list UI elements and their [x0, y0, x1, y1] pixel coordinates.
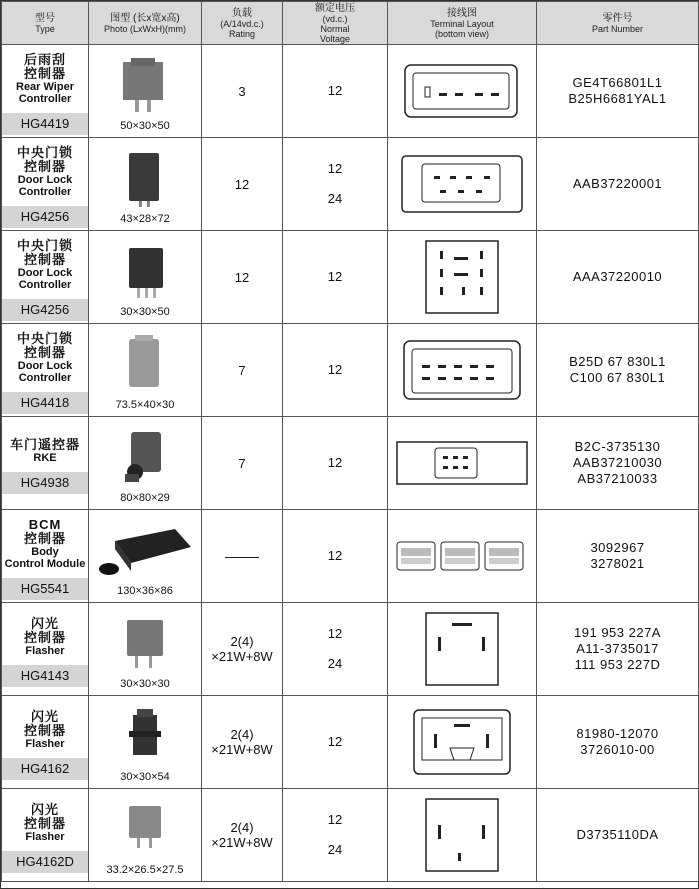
type-cell [2, 45, 89, 138]
voltage-value: 12 [327, 626, 343, 641]
header-voltage: 额定电压 (vd.c.) Normal Voltage [283, 2, 388, 45]
rating-value: 12 [234, 176, 250, 192]
photo-cell [89, 510, 202, 603]
terminal-layout-diagram [388, 152, 536, 216]
model-number: HG4419 [2, 113, 88, 135]
product-row [2, 696, 699, 789]
part-number: B25H6681YAL1 [568, 91, 667, 106]
part-number-cell [537, 510, 699, 603]
rating-value: 7 [238, 455, 246, 471]
product-photo [89, 521, 201, 583]
terminal-layout-diagram [388, 704, 536, 780]
terminal-layout-diagram [388, 534, 536, 578]
rating-cell [202, 510, 283, 603]
product-name-cn: 车门遥控器 [9, 437, 80, 452]
photo-cell [89, 231, 202, 324]
product-name-en: RKE [33, 452, 57, 464]
terminal-cell [388, 138, 537, 231]
photo-cell [89, 696, 202, 789]
voltage-value: 12 [327, 734, 343, 749]
product-name-cn: 后雨刮 [23, 52, 66, 67]
terminal-cell [388, 231, 537, 324]
voltage-cell [283, 603, 388, 696]
product-name-en: Flasher [25, 738, 65, 750]
product-name-en: Control Module [4, 558, 86, 570]
dimensions: 30×30×30 [120, 678, 170, 690]
product-photo [89, 335, 201, 397]
model-number: HG4938 [2, 472, 88, 494]
rating-cell [202, 696, 283, 789]
terminal-cell [388, 603, 537, 696]
part-number-cell [537, 696, 699, 789]
type-cell [2, 231, 89, 324]
header-terminal: 接线图 Terminal Layout (bottom view) [388, 2, 537, 45]
product-photo [89, 149, 201, 211]
product-name-en: Door Lock [17, 360, 73, 372]
product-row [2, 45, 699, 138]
part-number: AB37210033 [577, 471, 658, 486]
product-name-en: Controller [18, 372, 72, 384]
voltage-value: 12 [327, 161, 343, 176]
rating-cell [202, 231, 283, 324]
part-number: B2C-3735130 [574, 439, 661, 454]
product-name-cn: 控制器 [23, 723, 66, 738]
part-number: 3726010-00 [580, 742, 655, 757]
header-rating: 负载 (A/14vd.c.) Rating [202, 2, 283, 45]
terminal-layout-diagram [388, 611, 536, 687]
product-name-cn: 控制器 [23, 345, 66, 360]
terminal-layout-diagram [388, 438, 536, 488]
model-number: HG4256 [2, 299, 88, 321]
photo-cell [89, 603, 202, 696]
rating-cell [202, 789, 283, 882]
part-number-cell [537, 417, 699, 510]
product-name-cn: 中央门锁 [16, 145, 73, 160]
voltage-value: 12 [327, 83, 343, 98]
type-cell [2, 324, 89, 417]
voltage-cell [283, 138, 388, 231]
part-number-cell [537, 324, 699, 417]
photo-cell [89, 324, 202, 417]
dimensions: 30×30×50 [120, 306, 170, 318]
dimensions: 130×36×86 [117, 585, 173, 597]
voltage-cell [283, 45, 388, 138]
part-number: 3092967 [590, 540, 645, 555]
terminal-layout-diagram [388, 337, 536, 403]
terminal-layout-diagram [388, 797, 536, 873]
product-name-cn: 控制器 [23, 531, 66, 546]
model-number: HG4162D [2, 851, 88, 873]
header-row [2, 2, 699, 45]
terminal-cell [388, 696, 537, 789]
part-number: 3278021 [590, 556, 645, 571]
rating-value: 3 [238, 83, 246, 99]
voltage-value: 24 [327, 842, 343, 857]
terminal-cell [388, 789, 537, 882]
model-number: HG4143 [2, 665, 88, 687]
voltage-cell [283, 789, 388, 882]
product-name-en: Body [31, 546, 59, 558]
part-number-cell [537, 789, 699, 882]
terminal-cell [388, 417, 537, 510]
voltage-value: 12 [327, 455, 343, 470]
terminal-cell [388, 45, 537, 138]
voltage-value: 12 [327, 548, 343, 563]
voltage-cell [283, 231, 388, 324]
photo-cell [89, 417, 202, 510]
product-photo [89, 707, 201, 769]
part-number: GE4T66801L1 [572, 75, 663, 90]
part-number: B25D 67 830L1 [569, 354, 666, 369]
rating-value: 2(4) ×21W+8W [211, 820, 273, 850]
product-name-en: Rear Wiper [16, 81, 74, 93]
type-cell [2, 510, 89, 603]
product-photo [89, 614, 201, 676]
part-number: 191 953 227A [574, 625, 661, 640]
product-row [2, 789, 699, 882]
type-cell [2, 138, 89, 231]
rating-cell [202, 417, 283, 510]
part-number-cell [537, 231, 699, 324]
part-number: C100 67 830L1 [569, 370, 666, 385]
rating-cell [202, 45, 283, 138]
product-name-cn: 控制器 [23, 66, 66, 81]
product-name-en: Controller [18, 93, 72, 105]
dimensions: 80×80×29 [120, 492, 170, 504]
type-cell [2, 603, 89, 696]
header-photo: 图型 (长x宽x高) Photo (LxWxH)(mm) [89, 2, 202, 45]
product-name-en: Controller [18, 186, 72, 198]
product-name-en: Flasher [25, 645, 65, 657]
rating-cell [202, 324, 283, 417]
type-cell [2, 417, 89, 510]
rating-value: 2(4) ×21W+8W [211, 634, 273, 664]
type-cell [2, 789, 89, 882]
product-row [2, 324, 699, 417]
part-number-cell [537, 603, 699, 696]
product-name-cn: 中央门锁 [16, 331, 73, 346]
terminal-cell [388, 324, 537, 417]
product-photo [89, 800, 201, 862]
part-number: 81980-12070 [576, 726, 659, 741]
model-number: HG5541 [2, 578, 88, 600]
dimensions: 30×30×54 [120, 771, 170, 783]
part-number: AAB37210030 [572, 455, 663, 470]
product-name-cn: 闪光 [30, 616, 59, 631]
voltage-value: 24 [327, 656, 343, 671]
voltage-cell [283, 510, 388, 603]
empty-dash [225, 557, 259, 558]
rating-cell [202, 138, 283, 231]
product-name-cn: 中央门锁 [16, 238, 73, 253]
rating-value: 2(4) ×21W+8W [211, 727, 273, 757]
product-name-cn: 控制器 [23, 159, 66, 174]
model-number: HG4256 [2, 206, 88, 228]
part-number: AAB37220001 [572, 176, 663, 191]
dimensions: 43×28×72 [120, 213, 170, 225]
part-number-cell [537, 45, 699, 138]
terminal-cell [388, 510, 537, 603]
product-name-cn: 控制器 [23, 252, 66, 267]
type-cell [2, 696, 89, 789]
product-photo [89, 428, 201, 490]
dimensions: 33.2×26.5×27.5 [106, 864, 184, 876]
part-number: AAA37220010 [572, 269, 663, 284]
product-name-cn: 闪光 [30, 802, 59, 817]
terminal-layout-diagram [388, 61, 536, 121]
product-row [2, 231, 699, 324]
product-name-en: Door Lock [17, 267, 73, 279]
part-number: 111 953 227D [574, 657, 661, 672]
voltage-value: 12 [327, 269, 343, 284]
rating-cell [202, 603, 283, 696]
part-number-cell [537, 138, 699, 231]
product-row [2, 603, 699, 696]
product-name-en: Flasher [25, 831, 65, 843]
photo-cell [89, 45, 202, 138]
dimensions: 50×30×50 [120, 120, 170, 132]
product-row [2, 138, 699, 231]
header-type: 型号 Type [2, 2, 89, 45]
voltage-cell [283, 696, 388, 789]
product-row [2, 510, 699, 603]
product-name-en: Door Lock [17, 174, 73, 186]
photo-cell [89, 138, 202, 231]
dimensions: 73.5×40×30 [115, 399, 175, 411]
product-row [2, 417, 699, 510]
model-number: HG4162 [2, 758, 88, 780]
product-name-en: Controller [18, 279, 72, 291]
header-part-number: 零件号 Part Number [537, 2, 699, 45]
photo-cell [89, 789, 202, 882]
rating-value: 7 [238, 362, 246, 378]
rating-value: 12 [234, 269, 250, 285]
terminal-layout-diagram [388, 239, 536, 315]
product-name-cn: BCM [28, 517, 62, 532]
voltage-value: 24 [327, 191, 343, 206]
voltage-value: 12 [327, 362, 343, 377]
voltage-cell [283, 417, 388, 510]
product-name-cn: 闪光 [30, 709, 59, 724]
part-number: D3735110DA [576, 827, 659, 842]
voltage-cell [283, 324, 388, 417]
product-photo [89, 242, 201, 304]
voltage-value: 12 [327, 812, 343, 827]
part-number: A11-3735017 [576, 641, 659, 656]
product-photo [89, 56, 201, 118]
product-name-cn: 控制器 [23, 816, 66, 831]
product-name-cn: 控制器 [23, 630, 66, 645]
model-number: HG4418 [2, 392, 88, 414]
